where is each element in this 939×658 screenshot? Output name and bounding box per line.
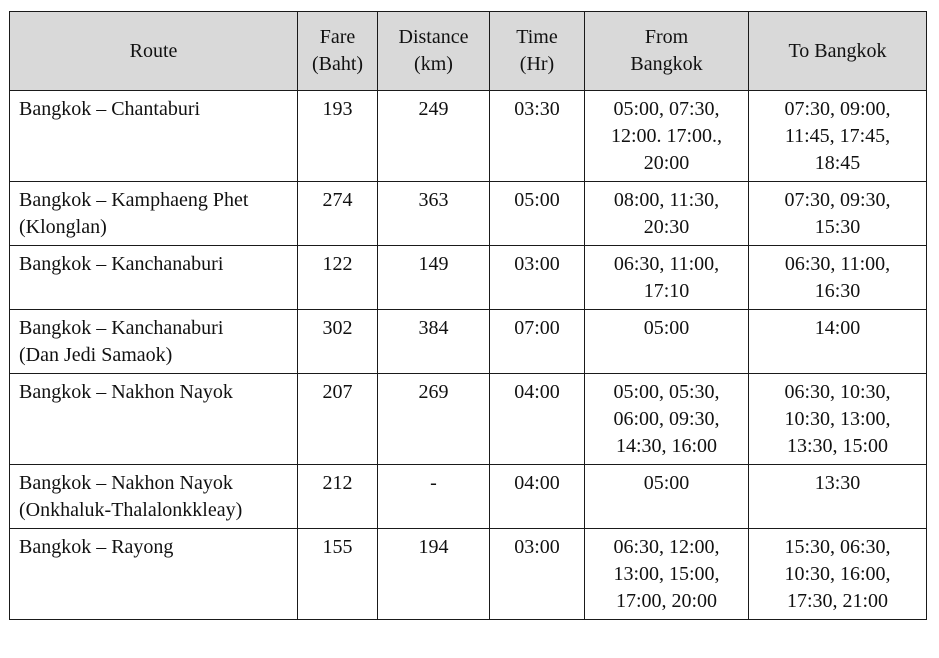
cell-line: 05:00 (643, 472, 690, 494)
cell-line: (Onkhaluk-Thalalonkkleay) (19, 499, 243, 521)
distance-cell: 149 (378, 246, 490, 310)
time-cell: 04:00 (490, 465, 585, 529)
to-bangkok-cell (749, 246, 927, 310)
cell-line: 15:30, 06:30, (784, 536, 891, 558)
header-to-bangkok (749, 12, 927, 91)
header-line: Fare (319, 26, 356, 48)
distance-cell: - (378, 465, 490, 529)
time-cell: 03:30 (490, 91, 585, 182)
cell-line: Bangkok – Nakhon Nayok (19, 472, 233, 494)
header-line: Bangkok (630, 53, 703, 75)
cell-line: 17:00, 20:00 (615, 590, 718, 612)
from-bangkok-cell (585, 529, 749, 620)
table-row (10, 465, 927, 529)
cell-line: 20:30 (643, 216, 690, 238)
table-row (10, 310, 927, 374)
cell-line: (Klonglan) (19, 216, 107, 238)
cell-line: 10:30, 13:00, (784, 408, 891, 430)
cell-line: 18:45 (814, 152, 861, 174)
fare-cell: 122 (298, 246, 378, 310)
cell-line: 05:00 (643, 317, 690, 339)
cell-line: 17:30, 21:00 (786, 590, 889, 612)
route-cell (10, 529, 298, 620)
cell-line: 13:30 (814, 472, 861, 494)
table-body (10, 91, 927, 620)
fare-cell: 155 (298, 529, 378, 620)
header-line: Time (516, 26, 558, 48)
cell-line: 07:30, 09:00, (784, 98, 891, 120)
from-bangkok-cell (585, 310, 749, 374)
cell-line: 06:00, 09:30, (613, 408, 720, 430)
cell-line: 08:00, 11:30, (613, 189, 720, 211)
fare-cell: 212 (298, 465, 378, 529)
fare-cell: 193 (298, 91, 378, 182)
header-from-bangkok (585, 12, 749, 91)
time-cell: 03:00 (490, 529, 585, 620)
header-line: From (644, 26, 689, 48)
cell-line: 11:45, 17:45, (784, 125, 891, 147)
route-cell (10, 310, 298, 374)
bus-schedule-table (9, 11, 927, 620)
distance-cell: 384 (378, 310, 490, 374)
cell-line: Bangkok – Kamphaeng Phet (19, 189, 249, 211)
header-line: Route (129, 39, 178, 62)
table-row (10, 529, 927, 620)
cell-line: 14:00 (814, 317, 861, 339)
to-bangkok-cell (749, 310, 927, 374)
to-bangkok-cell (749, 374, 927, 465)
fare-cell: 274 (298, 182, 378, 246)
header-distance (378, 12, 490, 91)
from-bangkok-cell (585, 465, 749, 529)
header-line: (km) (414, 53, 453, 75)
distance-cell: 363 (378, 182, 490, 246)
cell-line: 13:30, 15:00 (786, 435, 889, 457)
to-bangkok-cell (749, 529, 927, 620)
cell-line: 10:30, 16:00, (784, 563, 891, 585)
header-line: (Hr) (519, 53, 555, 75)
route-cell (10, 182, 298, 246)
cell-line: 06:30, 12:00, (613, 536, 720, 558)
cell-line: 06:30, 10:30, (784, 381, 891, 403)
table-row (10, 91, 927, 182)
cell-line: 16:30 (814, 280, 861, 302)
table-row (10, 374, 927, 465)
fare-cell: 207 (298, 374, 378, 465)
to-bangkok-cell (749, 465, 927, 529)
header-fare (298, 12, 378, 91)
cell-line: 06:30, 11:00, (784, 253, 891, 275)
from-bangkok-cell (585, 182, 749, 246)
header-row (10, 12, 927, 91)
cell-line: Bangkok – Chantaburi (19, 98, 201, 120)
from-bangkok-cell (585, 374, 749, 465)
to-bangkok-cell (749, 182, 927, 246)
cell-line: 17:10 (643, 280, 690, 302)
cell-line: Bangkok – Rayong (19, 536, 174, 558)
fare-cell: 302 (298, 310, 378, 374)
cell-line: (Dan Jedi Samaok) (19, 344, 173, 366)
route-cell (10, 465, 298, 529)
cell-line: 05:00, 07:30, (613, 98, 720, 120)
header-line: (Baht) (311, 53, 364, 75)
to-bangkok-cell (749, 91, 927, 182)
table-row (10, 246, 927, 310)
distance-cell: 269 (378, 374, 490, 465)
time-cell: 03:00 (490, 246, 585, 310)
time-cell: 04:00 (490, 374, 585, 465)
header-line: To Bangkok (788, 39, 887, 62)
route-cell (10, 246, 298, 310)
distance-cell: 249 (378, 91, 490, 182)
cell-line: Bangkok – Kanchanaburi (19, 317, 224, 339)
header-route (10, 12, 298, 91)
cell-line: 12:00. 17:00., (610, 125, 723, 147)
distance-cell: 194 (378, 529, 490, 620)
cell-line: 07:30, 09:30, (784, 189, 891, 211)
cell-line: 20:00 (643, 152, 690, 174)
cell-line: 06:30, 11:00, (613, 253, 720, 275)
header-time (490, 12, 585, 91)
header-line: Distance (398, 26, 469, 48)
route-cell (10, 91, 298, 182)
cell-line: 14:30, 16:00 (615, 435, 718, 457)
from-bangkok-cell (585, 91, 749, 182)
table-row (10, 182, 927, 246)
time-cell: 07:00 (490, 310, 585, 374)
cell-line: Bangkok – Kanchanaburi (19, 253, 224, 275)
cell-line: Bangkok – Nakhon Nayok (19, 381, 233, 403)
cell-line: 15:30 (814, 216, 861, 238)
time-cell: 05:00 (490, 182, 585, 246)
from-bangkok-cell (585, 246, 749, 310)
cell-line: 05:00, 05:30, (613, 381, 720, 403)
cell-line: 13:00, 15:00, (613, 563, 720, 585)
route-cell (10, 374, 298, 465)
